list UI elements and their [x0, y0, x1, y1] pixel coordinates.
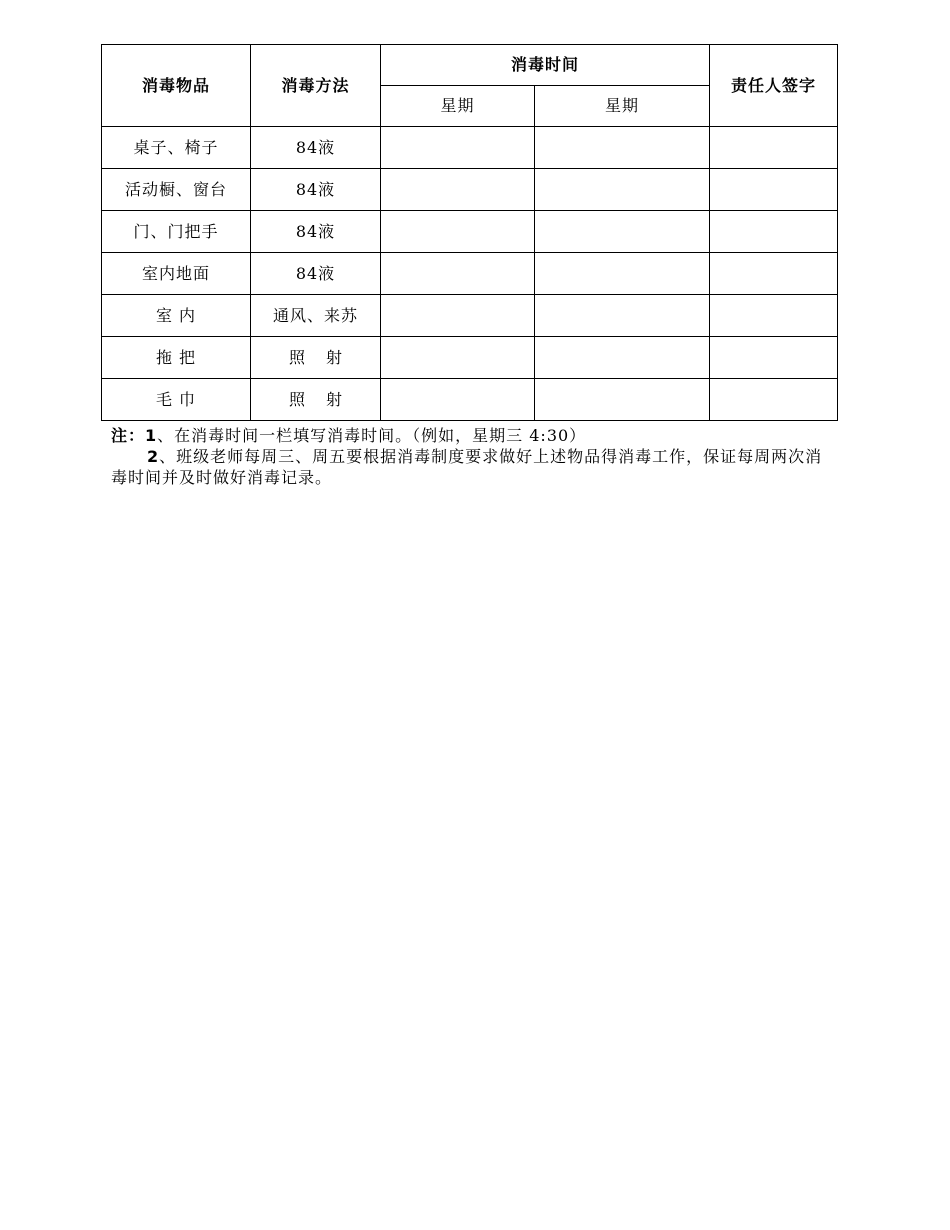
cell-signature[interactable]	[710, 379, 838, 421]
cell-method: 84液	[251, 127, 381, 169]
cell-method: 84液	[251, 253, 381, 295]
table-row	[102, 169, 838, 211]
header-weekday-2: 星期	[535, 86, 710, 127]
cell-method: 照 射	[251, 337, 381, 379]
cell-time-1[interactable]	[381, 127, 535, 169]
cell-signature[interactable]	[710, 211, 838, 253]
cell-signature[interactable]	[710, 337, 838, 379]
cell-method: 84液	[251, 169, 381, 211]
cell-time-2[interactable]	[535, 337, 710, 379]
cell-method: 84液	[251, 211, 381, 253]
table-row	[102, 337, 838, 379]
cell-time-1[interactable]	[381, 211, 535, 253]
cell-item: 拖 把	[102, 337, 251, 379]
disinfection-record-table	[101, 44, 838, 421]
cell-signature[interactable]	[710, 295, 838, 337]
table-row	[102, 379, 838, 421]
cell-time-2[interactable]	[535, 379, 710, 421]
note-1-text: 、在消毒时间一栏填写消毒时间。（例如，星期三 4:30）	[157, 426, 587, 445]
cell-signature[interactable]	[710, 127, 838, 169]
cell-item: 桌子、椅子	[102, 127, 251, 169]
header-signature: 责任人签字	[710, 45, 838, 127]
header-weekday-1: 星期	[381, 86, 535, 127]
cell-item: 门、门把手	[102, 211, 251, 253]
note-2-text: 、班级老师每周三、周五要根据消毒制度要求做好上述物品得消毒工作，保证每周两次消毒时间并及时做好消毒记录。	[111, 447, 823, 487]
cell-signature[interactable]	[710, 169, 838, 211]
cell-method: 照 射	[251, 379, 381, 421]
header-method: 消毒方法	[251, 45, 381, 127]
cell-time-2[interactable]	[535, 295, 710, 337]
table-row	[102, 127, 838, 169]
cell-time-1[interactable]	[381, 169, 535, 211]
cell-time-2[interactable]	[535, 211, 710, 253]
cell-time-1[interactable]	[381, 337, 535, 379]
table-row	[102, 211, 838, 253]
notes-section	[111, 425, 831, 488]
table-header-row	[102, 45, 838, 86]
cell-time-1[interactable]	[381, 295, 535, 337]
notes-label: 注：	[111, 426, 146, 445]
cell-item: 毛 巾	[102, 379, 251, 421]
cell-time-2[interactable]	[535, 127, 710, 169]
table-row	[102, 253, 838, 295]
cell-time-2[interactable]	[535, 169, 710, 211]
header-time: 消毒时间	[381, 45, 710, 86]
table-row	[102, 295, 838, 337]
note-2-number: 2	[147, 447, 160, 466]
cell-time-1[interactable]	[381, 379, 535, 421]
cell-time-2[interactable]	[535, 253, 710, 295]
note-1-number: 1	[145, 426, 158, 445]
note-1	[111, 425, 831, 446]
cell-method: 通风、来苏	[251, 295, 381, 337]
cell-time-1[interactable]	[381, 253, 535, 295]
header-item: 消毒物品	[102, 45, 251, 127]
cell-item: 室内地面	[102, 253, 251, 295]
cell-item: 活动橱、窗台	[102, 169, 251, 211]
cell-signature[interactable]	[710, 253, 838, 295]
note-2	[111, 446, 831, 488]
cell-item: 室 内	[102, 295, 251, 337]
